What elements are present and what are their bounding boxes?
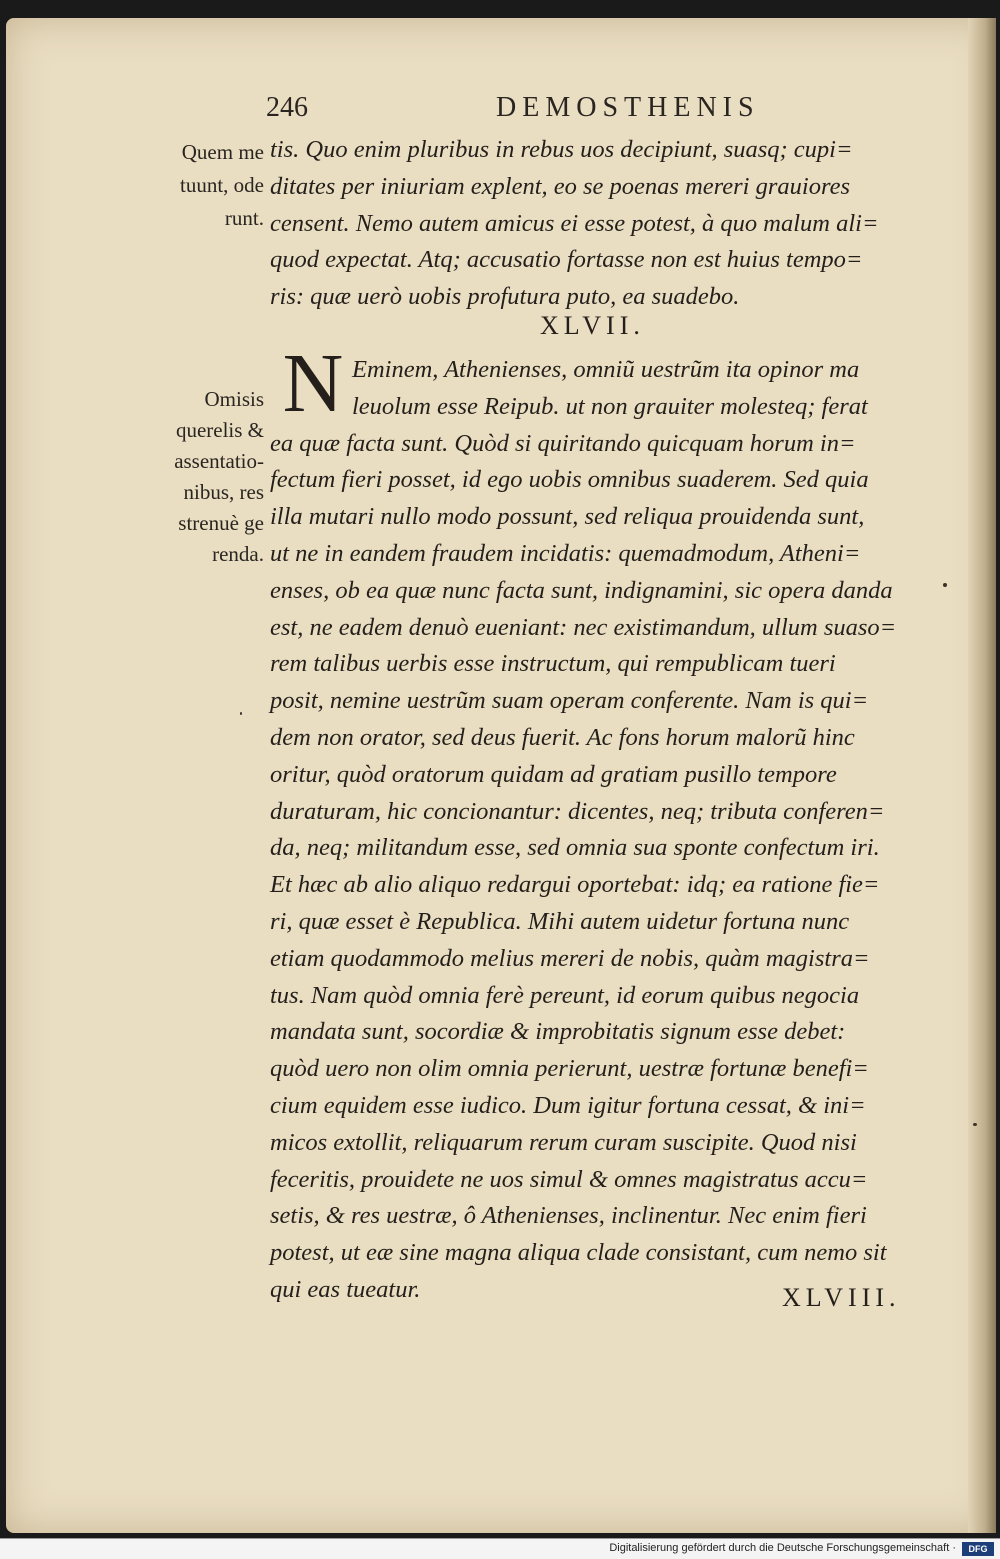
text-line: est, ne eadem denuò eueniant: nec existimandum, ullum suaso= [270, 613, 897, 641]
text-line: setis, & res uestræ, ô Athenienses, inclinentur. Nec enim fieri [270, 1202, 867, 1230]
text-line: leuolum esse Reipub. ut non grauiter molesteq; ferat [352, 392, 868, 420]
text-line: tus. Nam quòd omnia ferè pereunt, id eorum quibus negocia [270, 981, 860, 1009]
section-number: XLVIII. [782, 1283, 901, 1312]
text-line: da, neq; militandum esse, sed omnia sua sponte confectum iri. [270, 834, 880, 862]
text-line: ditates per iniuriam explent, eo se poenas mereri grauiores [270, 172, 850, 200]
text-line: quòd uero non olim omnia perierunt, uestræ fortunæ benefi= [270, 1055, 869, 1083]
margin-note [144, 384, 264, 570]
margin-note-line: tuunt, ode [180, 173, 264, 197]
text-line: ut ne in eandem fraudem incidatis: quemadmodum, Atheni= [270, 539, 861, 567]
paragraph-continuation [270, 132, 930, 316]
margin-note-line: Quem me [181, 140, 264, 164]
margin-note-line: strenuè ge [178, 511, 264, 535]
text-line: tis. Quo enim pluribus in rebus uos decipiunt, suasq; cupi= [270, 136, 853, 163]
text-line: etiam quodammodo melius mereri de nobis, quàm magistra= [270, 944, 870, 972]
text-line: posit, nemine uestrũm suam operam conferente. Nam is qui= [270, 687, 869, 715]
footer-strip [0, 1538, 1000, 1559]
text-line: enses, ob ea quæ nunc facta sunt, indignamini, sic opera danda [270, 576, 893, 604]
margin-note-line: assentatio- [174, 449, 264, 473]
margin-note-line: renda. [212, 542, 264, 566]
text-line: feceritis, prouidete ne uos simul & omnes magistratus accu= [270, 1165, 868, 1193]
text-line: cium equidem esse iudico. Dum igitur fortuna cessat, & ini= [270, 1091, 866, 1119]
ink-speck [240, 712, 242, 715]
text-line: quod expectat. Atq; accusatio fortasse non est huius tempo= [270, 246, 863, 274]
text-line: ea quæ facta sunt. Quòd si quiritando quicquam horum in= [270, 429, 856, 457]
margin-note-line: querelis & [175, 418, 264, 442]
text-line: fectum fieri posset, id ego uobis omnibus suaderem. Sed quia [270, 466, 869, 494]
text-line: illa mutari nullo modo possunt, sed reliqua prouidenda sunt, [270, 503, 865, 531]
text-line: mandata sunt, socordiæ & improbitatis signum esse debet: [270, 1018, 846, 1046]
margin-note [144, 136, 264, 235]
margin-note-line: Omisis [204, 387, 264, 411]
drop-cap: N [282, 337, 344, 430]
margin-note-line: runt. [224, 206, 264, 230]
text-line: oritur, quòd oratorum quidam ad gratiam pusillo tempore [270, 760, 837, 788]
text-line: qui eas tueatur. [270, 1275, 421, 1303]
text-line: censent. Nemo autem amicus ei esse potest, à quo malum ali= [270, 209, 879, 237]
section-number: XLVII. [540, 311, 645, 340]
text-line: duraturam, hic concionantur: dicentes, neq; tributa conferen= [270, 797, 885, 825]
text-line: micos extollit, reliquarum rerum curam suscipite. Quod nisi [270, 1128, 857, 1156]
margin-note-line: nibus, res [183, 480, 264, 504]
ink-speck [943, 583, 947, 587]
text-line: ri, quæ esset è Republica. Mihi autem uidetur fortuna nunc [270, 907, 850, 935]
running-title: DEMOSTHENIS [496, 92, 760, 123]
text-line: Et hæc ab alio aliquo redargui oportebat: idq; ea ratione fie= [270, 871, 880, 899]
text-line: rem talibus uerbis esse instructum, qui rempublicam tueri [270, 650, 836, 678]
dfg-logo: DFG [962, 1542, 994, 1556]
page-edge [968, 18, 996, 1533]
ink-speck [973, 1123, 977, 1126]
page-number: 246 [266, 92, 308, 123]
text-line: dem non orator, sed deus fuerit. Ac fons horum malorũ hinc [270, 723, 855, 751]
text-line: ris: quæ uerò uobis profutura puto, ea suadebo. [270, 283, 740, 311]
funding-credit: Digitalisierung gefördert durch die Deutsche Forschungsgemeinschaft · [609, 1542, 956, 1554]
text-line: potest, ut eæ sine magna aliqua clade consistant, cum nemo sit [270, 1239, 887, 1267]
text-line: Eminem, Athenienses, omniũ uestrũm ita opinor ma [352, 356, 860, 383]
paragraph [270, 352, 930, 1309]
running-head [0, 92, 1000, 132]
